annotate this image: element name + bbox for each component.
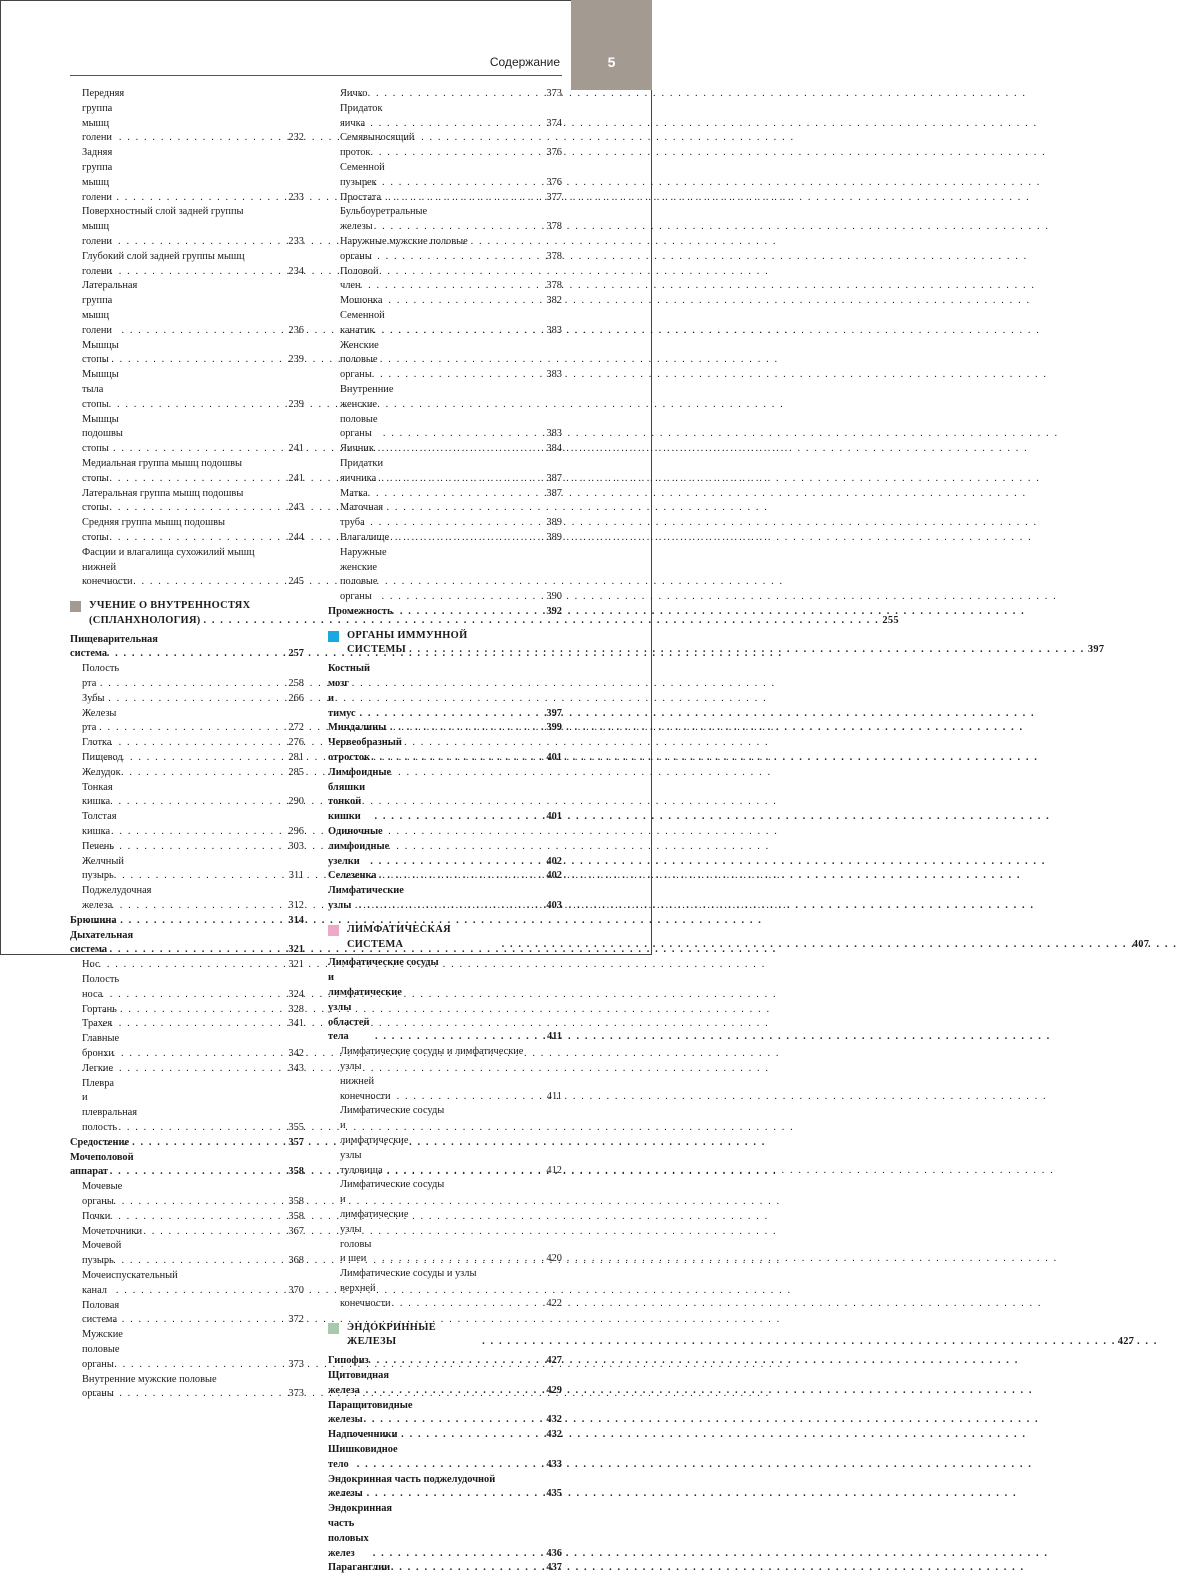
toc-entry-line: Лимфатические сосуды — [328, 957, 439, 969]
toc-entry[interactable]: Желчный пузырь . . . 311 — [70, 855, 304, 885]
toc-entry[interactable]: Селезенка . . . 402 — [328, 869, 562, 884]
section-title-line: СИСТЕМЫ — [347, 644, 407, 656]
toc-entry[interactable]: Мышцы тыла стопы . . . 239 — [70, 368, 304, 412]
toc-entry[interactable]: Эндокринная часть половых желез . . . 436 — [328, 1502, 562, 1561]
toc-entry-line: Поверхностный слой задней группы — [82, 206, 244, 218]
toc-entry-line: Медиальная группа мышц подошвы — [82, 457, 242, 469]
toc-entry[interactable]: Половая система . . . 372 — [70, 1299, 304, 1329]
toc-entry[interactable]: Гортань . . . 328 — [70, 1003, 304, 1018]
section-swatch-blue — [328, 631, 339, 642]
header-rule — [70, 75, 562, 76]
toc-entry[interactable]: Зубы . . . 266 — [70, 692, 304, 707]
toc-entry[interactable]: Надпочечники . . . 432 — [328, 1428, 562, 1443]
toc-entry[interactable]: Семенной пузырек . . . 376 — [328, 161, 562, 191]
toc-entry[interactable]: Почки . . . 358 — [70, 1210, 304, 1225]
toc-entry[interactable]: Мочеиспускательный канал . . . 370 — [70, 1269, 304, 1299]
toc-entry-urogenital[interactable]: Мочеполовой аппарат . . . 358 — [70, 1151, 304, 1181]
toc-entry[interactable]: Шишковидное тело . . . 433 — [328, 1443, 562, 1473]
section-swatch-gray — [70, 601, 81, 612]
toc-entry[interactable]: Бульбоуретральные железы . . . 378 — [328, 205, 562, 235]
toc-entry[interactable]: органы . . . 373 — [70, 1387, 304, 1402]
toc-entry[interactable]: Семявыносящий проток . . . 376 — [328, 131, 562, 161]
toc-entry[interactable]: Лимфатические узлы . . . 403 — [328, 884, 562, 914]
section-title-line: (СПЛАНХНОЛОГИЯ) — [89, 614, 201, 626]
toc-entry[interactable]: нижней конечности . . . 245 — [70, 561, 304, 591]
toc-entry[interactable]: Влагалище . . . 389 — [328, 531, 562, 546]
running-header: Содержание — [489, 55, 560, 69]
toc-entry[interactable]: Толстая кишка . . . 296 — [70, 810, 304, 840]
toc-entry-line: Латеральная группа мышц подошвы — [82, 487, 244, 499]
toc-entry[interactable]: Печень . . . 303 — [70, 840, 304, 855]
page-number-tab — [571, 0, 652, 90]
section-heading-lymphatic[interactable] — [328, 923, 1150, 953]
toc-entry[interactable]: Железы рта . . . 272 — [70, 707, 304, 737]
toc-entry[interactable]: Придатки яичника . . . 387 — [328, 457, 562, 487]
toc-entry[interactable]: Полость носа . . . 324 — [70, 973, 304, 1003]
toc-entry[interactable]: Женские половые органы . . . 383 — [328, 339, 562, 383]
toc-entry[interactable]: голени . . . 234 — [70, 265, 304, 280]
toc-entry[interactable]: Паращитовидные железы . . . 432 — [328, 1399, 562, 1429]
toc-entry-respiratory[interactable]: Дыхательная система . . . 321 — [70, 929, 304, 959]
toc-entry[interactable]: Мочевые органы . . . 358 — [70, 1180, 304, 1210]
toc-entry[interactable]: узлы нижней конечности . . . 411 — [328, 1060, 562, 1104]
section-page: 427 — [1117, 1336, 1135, 1348]
toc-entry[interactable]: Мышцы стопы . . . 239 — [70, 339, 304, 369]
toc-entry[interactable]: Желудок . . . 285 — [70, 766, 304, 781]
toc-entry[interactable]: Пищевод . . . 281 — [70, 751, 304, 766]
toc-entry[interactable]: Глотка . . . 276 — [70, 736, 304, 751]
toc-entry[interactable]: Костный мозг и тимус . . . 397 — [328, 662, 562, 721]
toc-entry[interactable]: Нос . . . 321 — [70, 958, 304, 973]
toc-entry-line: Внутренние мужские половые — [82, 1373, 217, 1385]
toc-entry[interactable]: Лимфоидные бляшки тонкой кишки . . . 401 — [328, 766, 562, 825]
toc-entry[interactable]: Одиночные лимфоидные узелки . . . 402 — [328, 825, 562, 869]
toc-entry[interactable]: Задняя группа мышц голени . . . 233 — [70, 146, 304, 205]
section-page: 397 — [1087, 644, 1105, 656]
toc-entry[interactable]: Поджелудочная железа . . . 312 — [70, 884, 304, 914]
toc-entry[interactable]: Мужские половые органы . . . 373 — [70, 1328, 304, 1372]
toc-entry[interactable]: Легкие . . . 343 — [70, 1062, 304, 1077]
toc-entry[interactable]: и лимфатические узлы головы и шеи . . . 420 — [328, 1193, 562, 1267]
toc-entry[interactable]: Мышцы подошвы стопы . . . 241 — [70, 413, 304, 457]
toc-entry[interactable]: Главные бронхи . . . 342 — [70, 1032, 304, 1062]
toc-entry-line: Лимфатические сосуды — [340, 1179, 445, 1191]
section-title-line: ЛИМФАТИЧЕСКАЯ СИСТЕМА — [347, 923, 451, 950]
toc-entry[interactable]: стопы . . . 244 — [70, 531, 304, 546]
toc-entry-digestive[interactable]: Пищеварительная система . . . 257 — [70, 633, 304, 663]
section-title-line: ОРГАНЫ ИММУННОЙ — [347, 629, 468, 641]
toc-entry[interactable]: Гипофиз . . . 427 — [328, 1354, 562, 1369]
section-page: 407 — [1132, 938, 1150, 950]
toc-entry[interactable]: Тонкая кишка . . . 290 — [70, 781, 304, 811]
section-heading-endocrine[interactable] — [328, 1321, 1135, 1351]
toc-entry[interactable]: Придаток яичка . . . 374 — [328, 102, 562, 132]
toc-entry[interactable]: Параганглии . . . 437 — [328, 1561, 562, 1576]
toc-entry[interactable]: Яичник . . . 384 — [328, 442, 562, 457]
toc-entry[interactable]: Мочеточники . . . 367 — [70, 1225, 304, 1240]
toc-entry[interactable]: и лимфатические узлы туловища . . . 412 — [328, 1119, 562, 1178]
toc-entry[interactable]: Передняя группа мышц голени . . . 232 — [70, 87, 304, 146]
section-title-line: ЭНДОКРИННЫЕ ЖЕЛЕЗЫ — [347, 1321, 436, 1348]
toc-entry[interactable]: Миндалины . . . 399 — [328, 721, 562, 736]
toc-entry[interactable]: железы . . . 435 — [328, 1487, 562, 1502]
toc-entry-line: Лимфатические сосуды и лимфатические — [340, 1046, 524, 1058]
toc-entry-line: Глубокий слой задней группы мышц — [82, 250, 245, 262]
toc-entry[interactable]: Внутренние женские половые органы . . . 383 — [328, 383, 562, 442]
toc-entry[interactable]: Плевра и плевральная полость . . . 355 — [70, 1077, 304, 1136]
toc-entry[interactable]: Семенной канатик . . . 383 — [328, 309, 562, 339]
toc-entry-perineum[interactable]: Промежность . . . 392 — [328, 605, 562, 620]
section-swatch-green — [328, 1323, 339, 1334]
toc-entry-line: Наружные мужские половые — [340, 235, 468, 247]
toc-entry[interactable]: органы . . . 378 — [328, 250, 562, 265]
toc-entry[interactable]: стопы . . . 243 — [70, 501, 304, 516]
toc-entry[interactable]: Наружные женские половые органы . . . 390 — [328, 546, 562, 605]
toc-entry-line: Лимфатические сосуды — [340, 1105, 445, 1117]
toc-entry-line: Эндокринная часть поджелудочной — [328, 1473, 496, 1485]
toc-entry-peritoneum[interactable]: Брюшина . . . 314 — [70, 914, 304, 929]
section-swatch-pink — [328, 925, 339, 936]
section-title-line: УЧЕНИЕ О ВНУТРЕННОСТЯХ — [89, 600, 251, 612]
toc-entry[interactable]: стопы . . . 241 — [70, 472, 304, 487]
toc-entry[interactable]: Мочевой пузырь . . . 368 — [70, 1239, 304, 1269]
section-heading-immune[interactable] — [328, 629, 1105, 659]
toc-entry[interactable]: мышц голени . . . 233 — [70, 220, 304, 250]
toc-entry[interactable]: Латеральная группа мышц голени . . . 236 — [70, 279, 304, 338]
toc-entry[interactable]: Простата . . . 377 — [328, 191, 562, 206]
toc-entry-line: Фасции и влагалища сухожилий мышц — [82, 546, 255, 558]
toc-entry[interactable]: верхней конечности . . . 422 — [328, 1282, 562, 1312]
toc-entry[interactable]: Трахея . . . 341 — [70, 1017, 304, 1032]
toc-entry[interactable]: Полость рта . . . 258 — [70, 662, 304, 692]
toc-entry[interactable]: Мошонка . . . 382 — [328, 294, 562, 309]
section-page: 255 — [882, 614, 899, 626]
toc-entry[interactable]: Маточная труба . . . 389 — [328, 501, 562, 531]
toc-entry[interactable]: и лимфатические узлы областей тела . . . 411 — [328, 971, 562, 1045]
toc-entry[interactable]: Половой член . . . 378 — [328, 265, 562, 295]
page-number: 5 — [607, 54, 616, 70]
toc-entry-mediastinum[interactable]: Средостение . . . 357 — [70, 1136, 304, 1151]
toc-entry[interactable]: Матка . . . 387 — [328, 487, 562, 502]
toc-entry[interactable]: Яичко . . . 373 — [328, 87, 562, 102]
toc-entry[interactable]: Щитовидная железа . . . 429 — [328, 1369, 562, 1399]
toc-entry-line: Средняя группа мышц подошвы — [82, 517, 225, 529]
toc-entry-line: Лимфатические сосуды и узлы — [340, 1268, 477, 1280]
toc-entry[interactable]: Червеобразный отросток . . . 401 — [328, 736, 562, 766]
